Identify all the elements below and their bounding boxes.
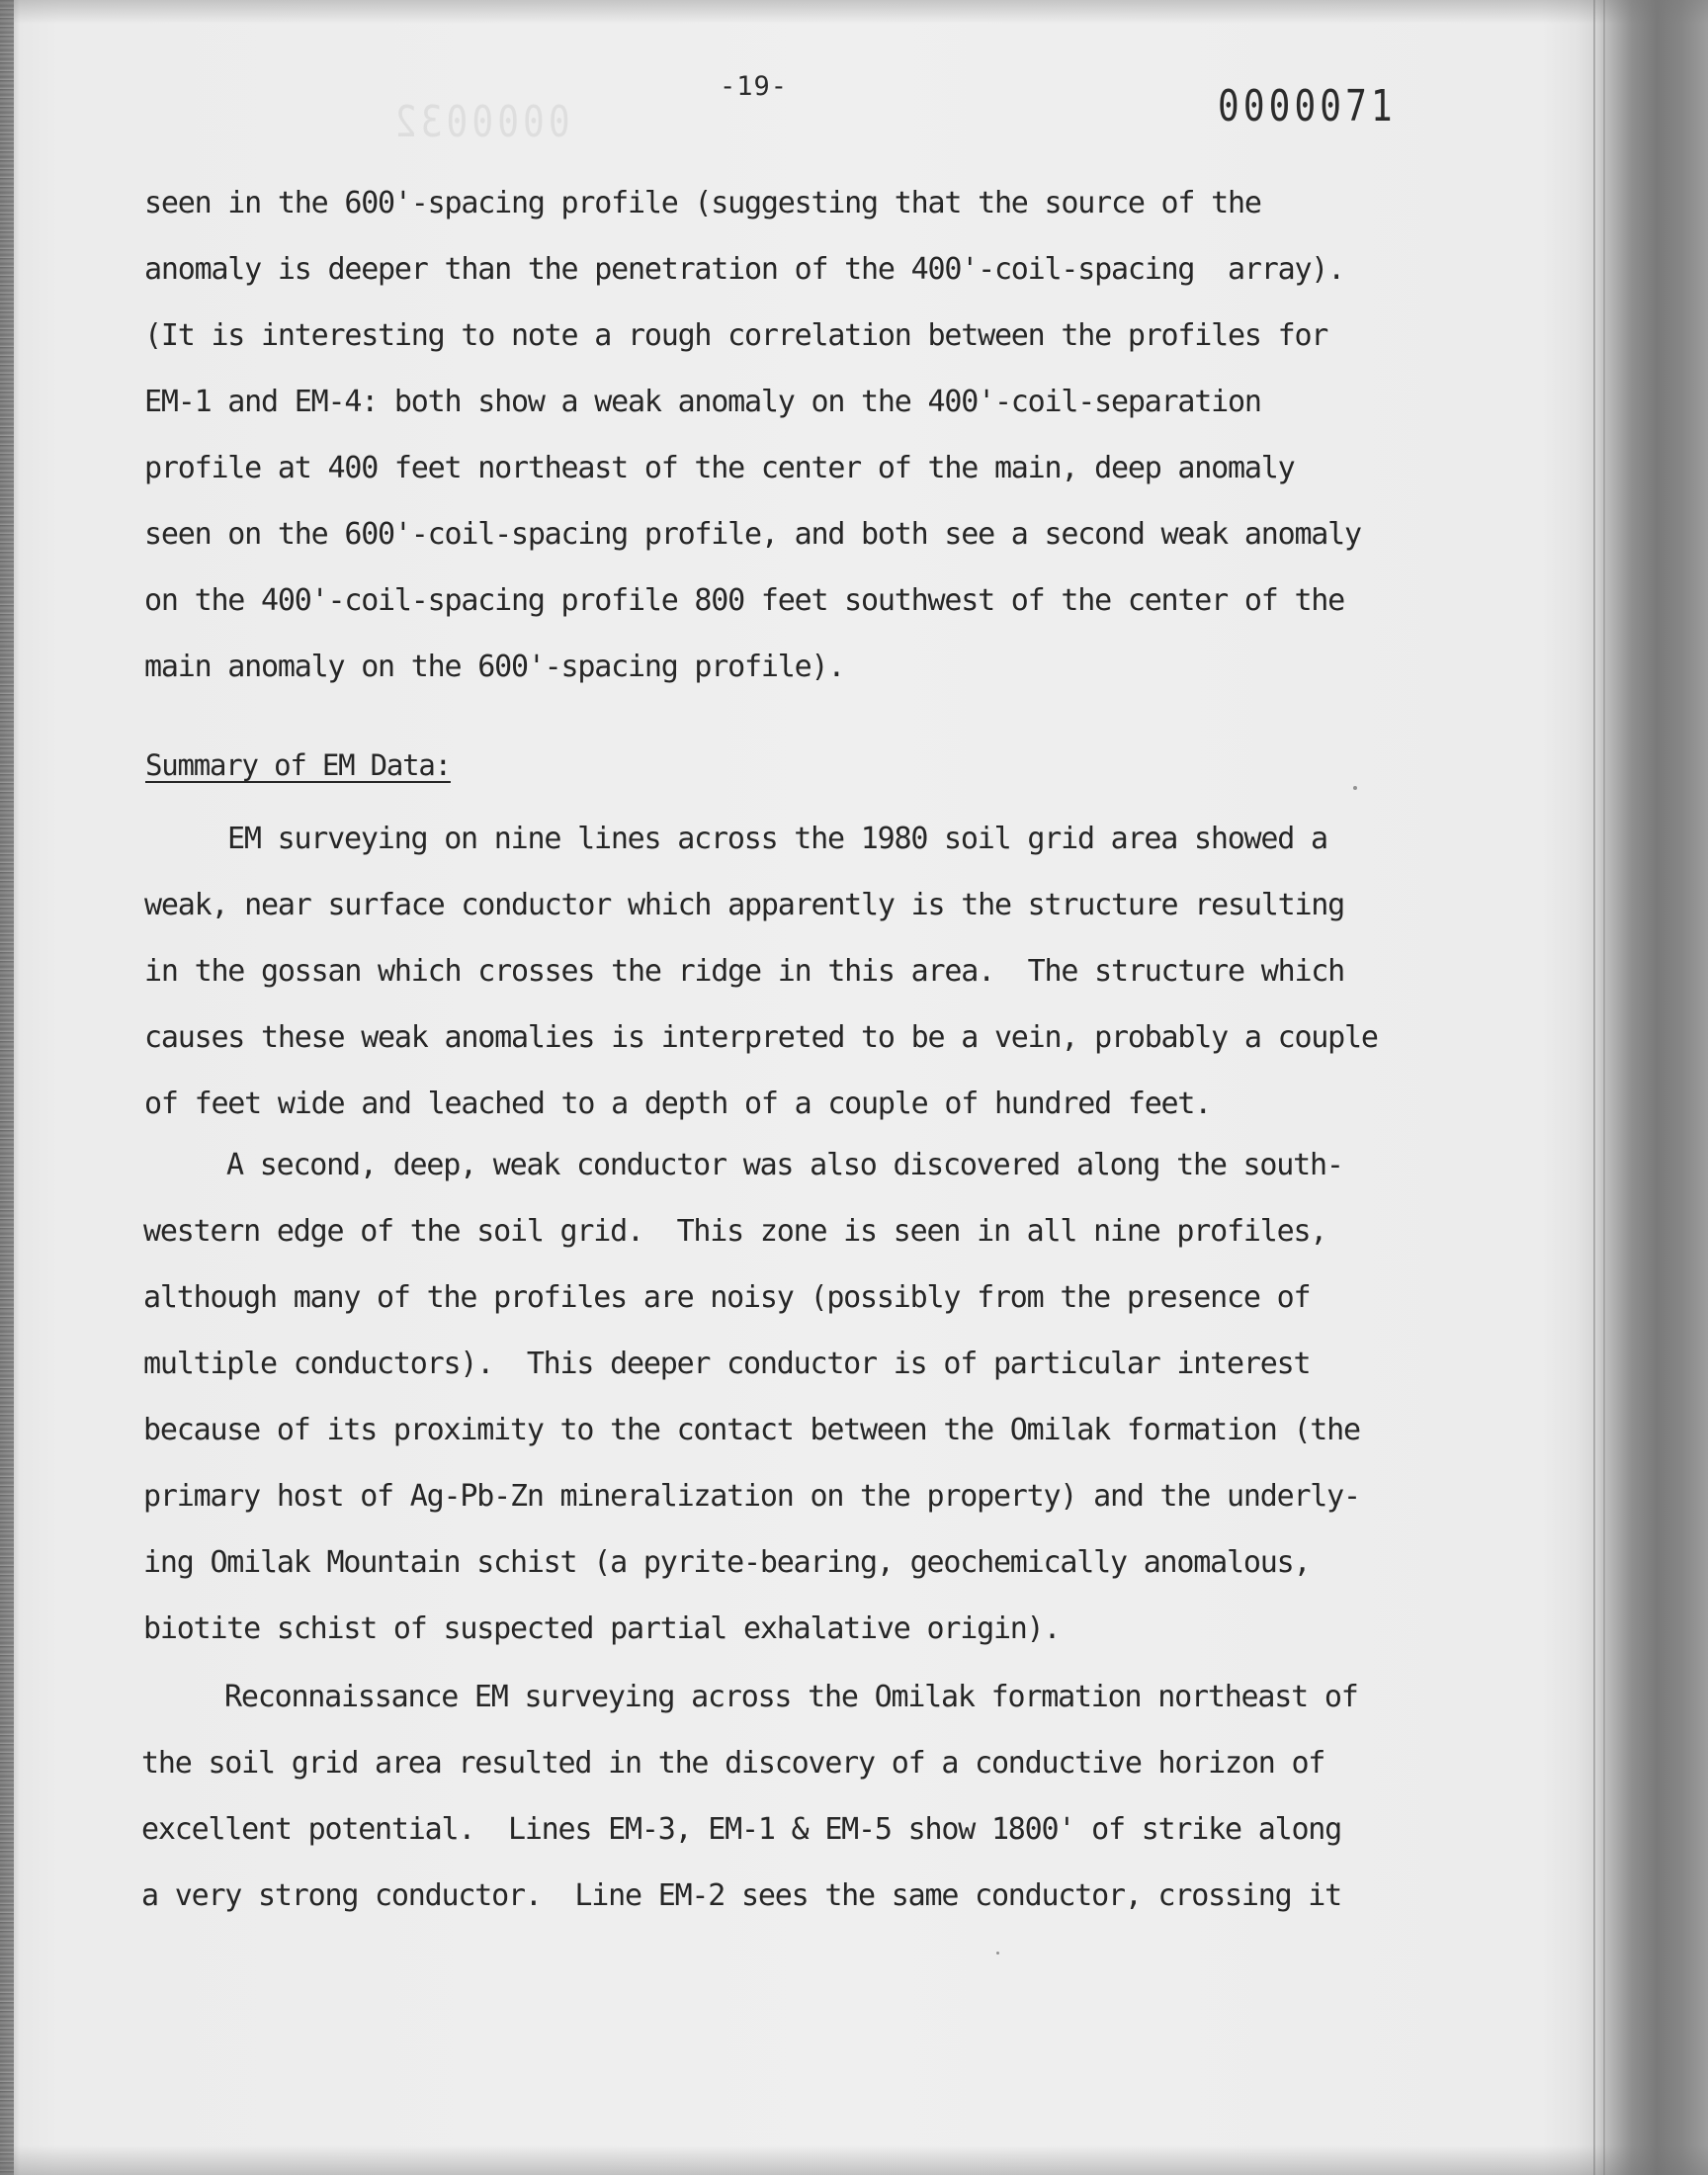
page-edge-line [1593,0,1595,2175]
text-line: a very strong conductor. Line EM-2 sees the same conductor, crossing it [141,1878,1342,1913]
text-line: EM surveying on nine lines across the 1980 soil grid area showed a [227,822,1327,856]
text-line: A second, deep, weak conductor was also discovered along the south- [226,1148,1343,1182]
text-line: EM-1 and EM-4: both show a weak anomaly on the 400'-coil-separation [144,385,1261,419]
paragraph-em-surveying [144,806,1390,1137]
text-line: because of its proximity to the contact between the Omilak formation (the [143,1413,1360,1447]
page-number: -19- [720,71,789,102]
text-line: in the gossan which crosses the ridge in this area. The structure which [144,954,1345,989]
text-line: ing Omilak Mountain schist (a pyrite-bearing, geochemically anomalous, [143,1545,1311,1580]
text-line: primary host of Ag-Pb-Zn mineralization on the property) and the underly- [143,1479,1360,1514]
scan-speck [996,1952,999,1955]
bottom-shade [0,2145,1708,2175]
scan-shadow [1597,0,1708,2175]
text-line: weak, near surface conductor which apparently is the structure resulting [144,888,1345,922]
binding-edge [0,0,14,2175]
paragraph-continued [144,170,1390,700]
text-line: main anomaly on the 600'-spacing profile). [144,650,845,684]
text-line: on the 400'-coil-spacing profile 800 feet southwest of the center of the [144,583,1345,618]
text-line: biotite schist of suspected partial exhalative origin). [143,1611,1061,1646]
text-line: western edge of the soil grid. This zone is seen in all nine profiles, [143,1214,1327,1249]
text-line: Reconnaissance EM surveying across the Omilak formation northeast of [224,1680,1358,1714]
paragraph-deep-conductor [143,1132,1389,1662]
text-line: excellent potential. Lines EM-3, EM-1 & EM-5 show 1800' of strike along [141,1812,1342,1847]
text-line: of feet wide and leached to a depth of a couple of hundred feet. [144,1087,1212,1121]
text-line: anomaly is deeper than the penetration of the 400'-coil-spacing array). [144,252,1345,287]
text-line: although many of the profiles are noisy (possibly from the presence of [143,1280,1311,1315]
text-line: (It is interesting to note a rough correlation between the profiles for [144,318,1328,353]
section-heading: Summary of EM Data: [145,748,451,782]
text-line: multiple conductors). This deeper conductor is of particular interest [143,1347,1311,1381]
bleed-through-number: 0000032 [390,97,570,147]
paragraph-reconnaissance [141,1664,1387,1929]
document-number: 0000071 [1218,81,1397,131]
text-line: profile at 400 feet northeast of the center of the main, deep anomaly [144,451,1295,485]
text-line: causes these weak anomalies is interpreted to be a vein, probably a couple [144,1020,1378,1055]
text-line: seen in the 600'-spacing profile (suggesting that the source of the [144,186,1261,220]
text-line: the soil grid area resulted in the discovery of a conductive horizon of [141,1746,1325,1781]
top-shade [0,0,1708,24]
page-edge-line [1603,0,1605,2175]
scan-speck [1353,786,1357,790]
text-line: seen on the 600'-coil-spacing profile, and both see a second weak anomaly [144,517,1361,552]
